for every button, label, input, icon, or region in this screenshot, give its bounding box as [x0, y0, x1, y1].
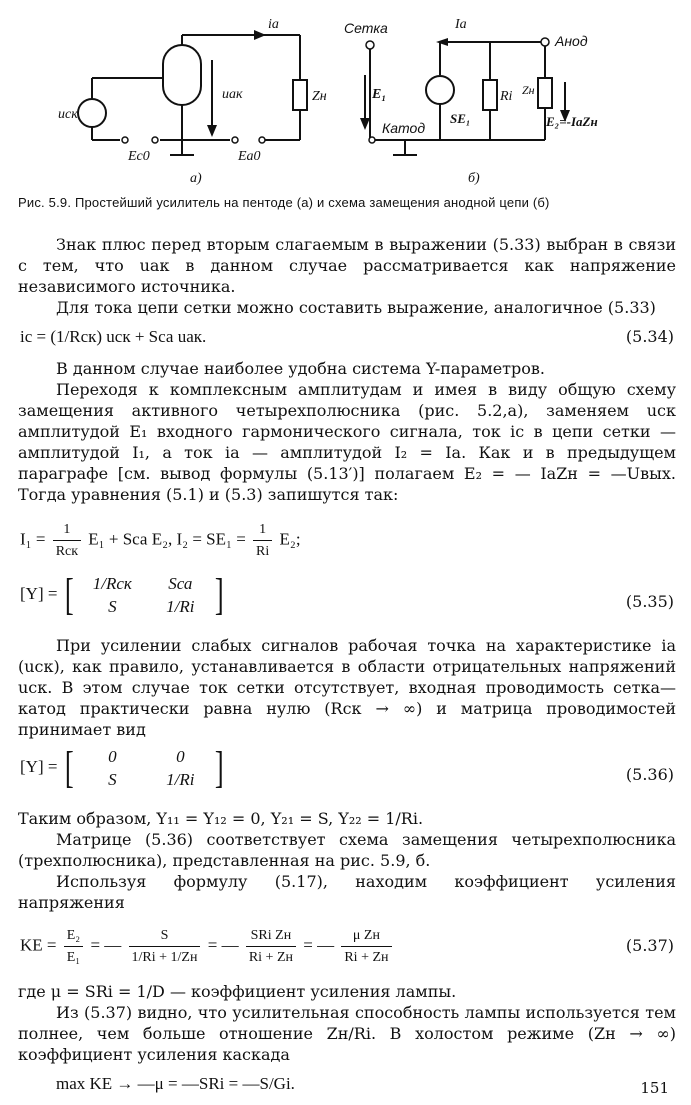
equation-5-37: KE = $\frac{\text{E₂}}{\text{E₁}}$ = — $\frac{S}{1/Ri + 1/Zн}$ = — $\frac{\text{SRi Zн}}{Ri + Zн}$ = — $\frac{\text{μ Zн}}{Ri + Zн}$ (5.37)	[18, 919, 676, 975]
fraction: $\frac{\text{SRi Zн}}{Ri + Zн}$	[246, 925, 296, 968]
equation-number: (5.35)	[625, 592, 674, 611]
page-number: 151	[640, 1079, 669, 1097]
paragraph: Переходя к комплексным амплитудам и имея в виду общую схему замещения активного четырехполюсника (рис. 5.2,а), заменяем uск амплитудой E₁ входного гармонического сигнала, ток iс в цепи сетки — амплитудой I₁, а ток iа — амплитудой I₂ = Iа. Как и в предыдущем параграфе [см. вывод формулы (5.13′)] полагаем E₂ = — IаZн = —Uвых. Тогда уравнения (5.1) и (5.3) запишутся так:	[18, 380, 676, 504]
equation-body: max KE → —μ = —SRi = —S/Gi.	[56, 1074, 295, 1093]
paragraph: Для тока цепи сетки можно составить выражение, аналогичное (5.33)	[56, 298, 656, 317]
matrix: [ 1/Rск Sса S 1/Ri ]	[64, 570, 225, 619]
matrix-label: [Y] =	[20, 583, 58, 603]
matrix: [ 0 0 S 1/Ri ]	[64, 743, 225, 792]
left-uck-label: uск	[58, 107, 78, 122]
right-cathode-label: Катод	[382, 120, 426, 136]
eq-mid: E₁ + Sса E₂, I₂ = SE₁ =	[88, 529, 246, 549]
fraction: $\frac{1}{\text{Rск}}$	[53, 519, 81, 562]
paragraph: Таким образом, Y₁₁ = Y₁₂ = 0, Y₂₁ = S, Y₂₂ = 1/Ri.	[18, 809, 424, 828]
eq-lhs: KE =	[20, 935, 57, 955]
paragraph: Из (5.37) видно, что усилительная способность лампы используется тем полнее, чем больше отношение Zн/Ri. В холостом режиме (Zн → ∞) коэффициент усиления каскада	[18, 1003, 676, 1064]
equation-number: (5.37)	[625, 936, 674, 955]
right-sub-label: б)	[468, 171, 480, 186]
equation-number: (5.34)	[625, 327, 674, 346]
fraction: $\frac{1}{Ri}$	[253, 519, 272, 562]
paragraph: Матрице (5.36) соответствует схема замещения четырехполюсника (трехполюсника), представленная на рис. 5.9, б.	[18, 830, 676, 870]
left-sub-label: а)	[190, 171, 202, 186]
equation-5-35	[18, 570, 676, 629]
figure-caption: Рис. 5.9. Простейший усилитель на пентоде (а) и схема замещения анодной цепи (б)	[18, 195, 550, 210]
right-e1-label: E₁	[372, 87, 387, 102]
left-ia-label: iа	[268, 17, 279, 32]
right-se1-label: SE₁	[450, 111, 471, 126]
left-uak-label: uак	[222, 87, 243, 102]
equation-5-36	[18, 743, 676, 802]
circuit-diagram	[0, 0, 691, 195]
eq-end: E₂;	[279, 529, 301, 549]
eq-lhs: I₁ =	[20, 529, 46, 549]
equation-number: (5.36)	[625, 765, 674, 784]
equation-body: iс = (1/Rск) uск + Sса uак.	[20, 327, 207, 346]
equation-kmax	[18, 1071, 676, 1099]
right-e2-label: E₂=-IаZн	[546, 114, 598, 129]
left-ec0-label: Eс0	[128, 149, 150, 164]
figure-5-9	[0, 0, 691, 195]
paragraph: где μ = SRi = 1/D — коэффициент усиления лампы.	[18, 982, 457, 1001]
page-body	[18, 234, 676, 1105]
paragraph: При усилении слабых сигналов рабочая точка на характеристике iа (uск), как правило, устанавливается в области отрицательных напряжений uск. В этом случае ток сетки отсутствует, входная проводимость сетка—катод практически равна нулю (Rск → ∞) и матрица проводимостей принимает вид	[18, 636, 676, 739]
left-ea0-label: Eа0	[238, 149, 261, 164]
right-ri-label: Ri	[500, 89, 513, 104]
fraction: $\frac{\text{μ Zн}}{Ri + Zн}$	[341, 925, 391, 968]
right-zn-label: Zн	[522, 83, 535, 97]
paragraph: Используя формулу (5.17), находим коэффициент усиления напряжения	[18, 872, 676, 912]
equation-currents	[18, 511, 676, 567]
left-zn-label: Zн	[312, 89, 327, 104]
paragraph: Знак плюс перед вторым слагаемым в выражении (5.33) выбран в связи с тем, что uак в данном случае рассматривается как напряжение независимого источника.	[18, 235, 676, 296]
right-anode-label: Анод	[555, 33, 588, 49]
equation-5-34	[18, 324, 676, 352]
fraction: $\frac{\text{E₂}}{\text{E₁}}$	[64, 925, 83, 968]
fraction: $\frac{S}{1/Ri + 1/Zн}$	[129, 925, 201, 968]
paragraph: В данном случае наиболее удобна система Y-параметров.	[56, 359, 545, 378]
right-grid-label: Сетка	[344, 20, 388, 36]
right-ia-label: Iа	[455, 17, 467, 32]
matrix-label: [Y] =	[20, 756, 58, 776]
